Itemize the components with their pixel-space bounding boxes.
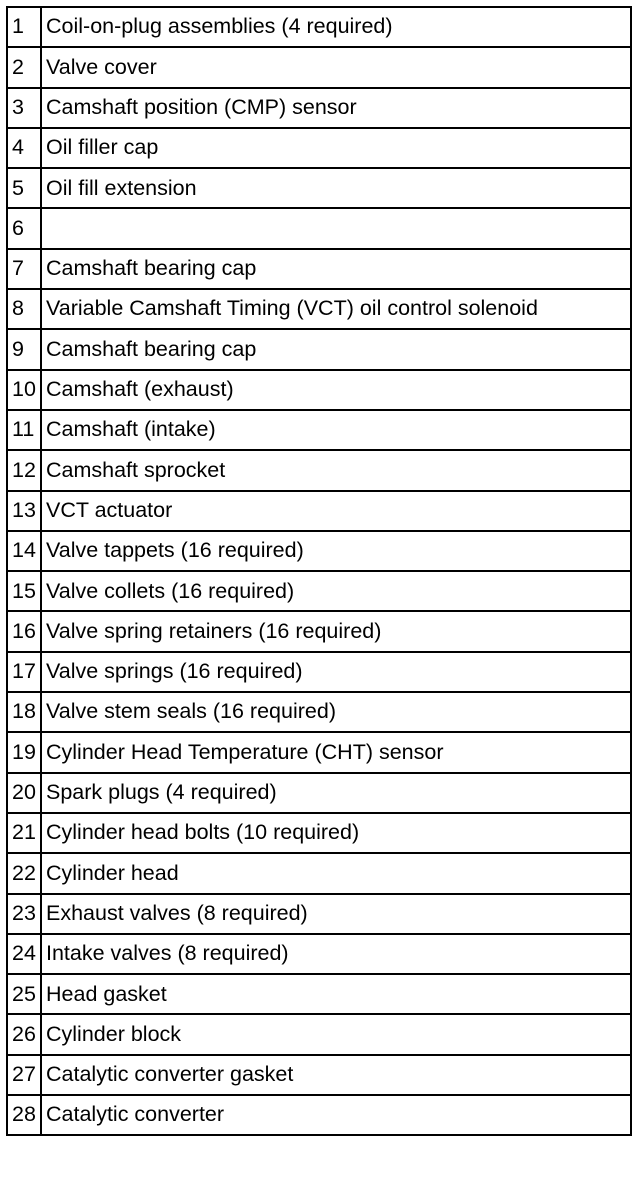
part-number-cell: 9 — [7, 329, 41, 369]
table-row — [7, 370, 631, 410]
part-description-cell: Catalytic converter — [41, 1095, 631, 1135]
part-number-cell: 16 — [7, 611, 41, 651]
table-row — [7, 47, 631, 87]
table-row — [7, 491, 631, 531]
table-row — [7, 7, 631, 47]
table-row — [7, 1014, 631, 1054]
part-number-cell: 4 — [7, 128, 41, 168]
table-row — [7, 249, 631, 289]
part-description-cell: Camshaft (intake) — [41, 410, 631, 450]
table-row — [7, 208, 631, 248]
table-row — [7, 732, 631, 772]
part-description-cell: Valve springs (16 required) — [41, 652, 631, 692]
part-description-cell: Intake valves (8 required) — [41, 934, 631, 974]
part-number-cell: 23 — [7, 894, 41, 934]
part-description-cell: Variable Camshaft Timing (VCT) oil control solenoid — [41, 289, 631, 329]
part-description-cell: Oil filler cap — [41, 128, 631, 168]
table-row — [7, 934, 631, 974]
part-number-cell: 28 — [7, 1095, 41, 1135]
part-description-cell: Valve collets (16 required) — [41, 571, 631, 611]
parts-legend-table — [6, 6, 632, 1136]
table-row — [7, 611, 631, 651]
part-description-cell: Coil-on-plug assemblies (4 required) — [41, 7, 631, 47]
part-description-cell: Spark plugs (4 required) — [41, 773, 631, 813]
table-row — [7, 1095, 631, 1135]
part-description-cell: Valve stem seals (16 required) — [41, 692, 631, 732]
part-number-cell: 1 — [7, 7, 41, 47]
part-number-cell: 7 — [7, 249, 41, 289]
part-number-cell: 25 — [7, 974, 41, 1014]
table-row — [7, 974, 631, 1014]
part-number-cell: 24 — [7, 934, 41, 974]
part-description-cell: Cylinder block — [41, 1014, 631, 1054]
parts-legend-body — [7, 7, 631, 1135]
table-row — [7, 88, 631, 128]
part-number-cell: 12 — [7, 450, 41, 490]
part-number-cell: 3 — [7, 88, 41, 128]
table-row — [7, 652, 631, 692]
table-row — [7, 450, 631, 490]
table-row — [7, 571, 631, 611]
part-number-cell: 10 — [7, 370, 41, 410]
table-row — [7, 531, 631, 571]
part-description-cell: Cylinder head — [41, 853, 631, 893]
part-number-cell: 8 — [7, 289, 41, 329]
part-number-cell: 20 — [7, 773, 41, 813]
table-row — [7, 128, 631, 168]
part-description-cell: Valve cover — [41, 47, 631, 87]
part-description-cell: VCT actuator — [41, 491, 631, 531]
table-row — [7, 410, 631, 450]
part-description-cell — [41, 208, 631, 248]
part-number-cell: 21 — [7, 813, 41, 853]
part-number-cell: 14 — [7, 531, 41, 571]
table-row — [7, 692, 631, 732]
table-row — [7, 329, 631, 369]
part-number-cell: 6 — [7, 208, 41, 248]
part-description-cell: Camshaft sprocket — [41, 450, 631, 490]
part-number-cell: 27 — [7, 1055, 41, 1095]
part-description-cell: Exhaust valves (8 required) — [41, 894, 631, 934]
part-number-cell: 15 — [7, 571, 41, 611]
table-row — [7, 813, 631, 853]
part-description-cell: Cylinder head bolts (10 required) — [41, 813, 631, 853]
part-description-cell: Camshaft position (CMP) sensor — [41, 88, 631, 128]
part-description-cell: Camshaft (exhaust) — [41, 370, 631, 410]
table-row — [7, 773, 631, 813]
part-description-cell: Oil fill extension — [41, 168, 631, 208]
part-description-cell: Cylinder Head Temperature (CHT) sensor — [41, 732, 631, 772]
part-number-cell: 19 — [7, 732, 41, 772]
part-number-cell: 18 — [7, 692, 41, 732]
part-number-cell: 17 — [7, 652, 41, 692]
table-row — [7, 289, 631, 329]
part-description-cell: Valve spring retainers (16 required) — [41, 611, 631, 651]
table-row — [7, 853, 631, 893]
table-row — [7, 894, 631, 934]
part-number-cell: 13 — [7, 491, 41, 531]
table-row — [7, 168, 631, 208]
part-number-cell: 5 — [7, 168, 41, 208]
part-description-cell: Head gasket — [41, 974, 631, 1014]
table-row — [7, 1055, 631, 1095]
part-description-cell: Valve tappets (16 required) — [41, 531, 631, 571]
part-number-cell: 2 — [7, 47, 41, 87]
part-description-cell: Camshaft bearing cap — [41, 329, 631, 369]
part-number-cell: 22 — [7, 853, 41, 893]
part-number-cell: 11 — [7, 410, 41, 450]
part-number-cell: 26 — [7, 1014, 41, 1054]
part-description-cell: Catalytic converter gasket — [41, 1055, 631, 1095]
part-description-cell: Camshaft bearing cap — [41, 249, 631, 289]
